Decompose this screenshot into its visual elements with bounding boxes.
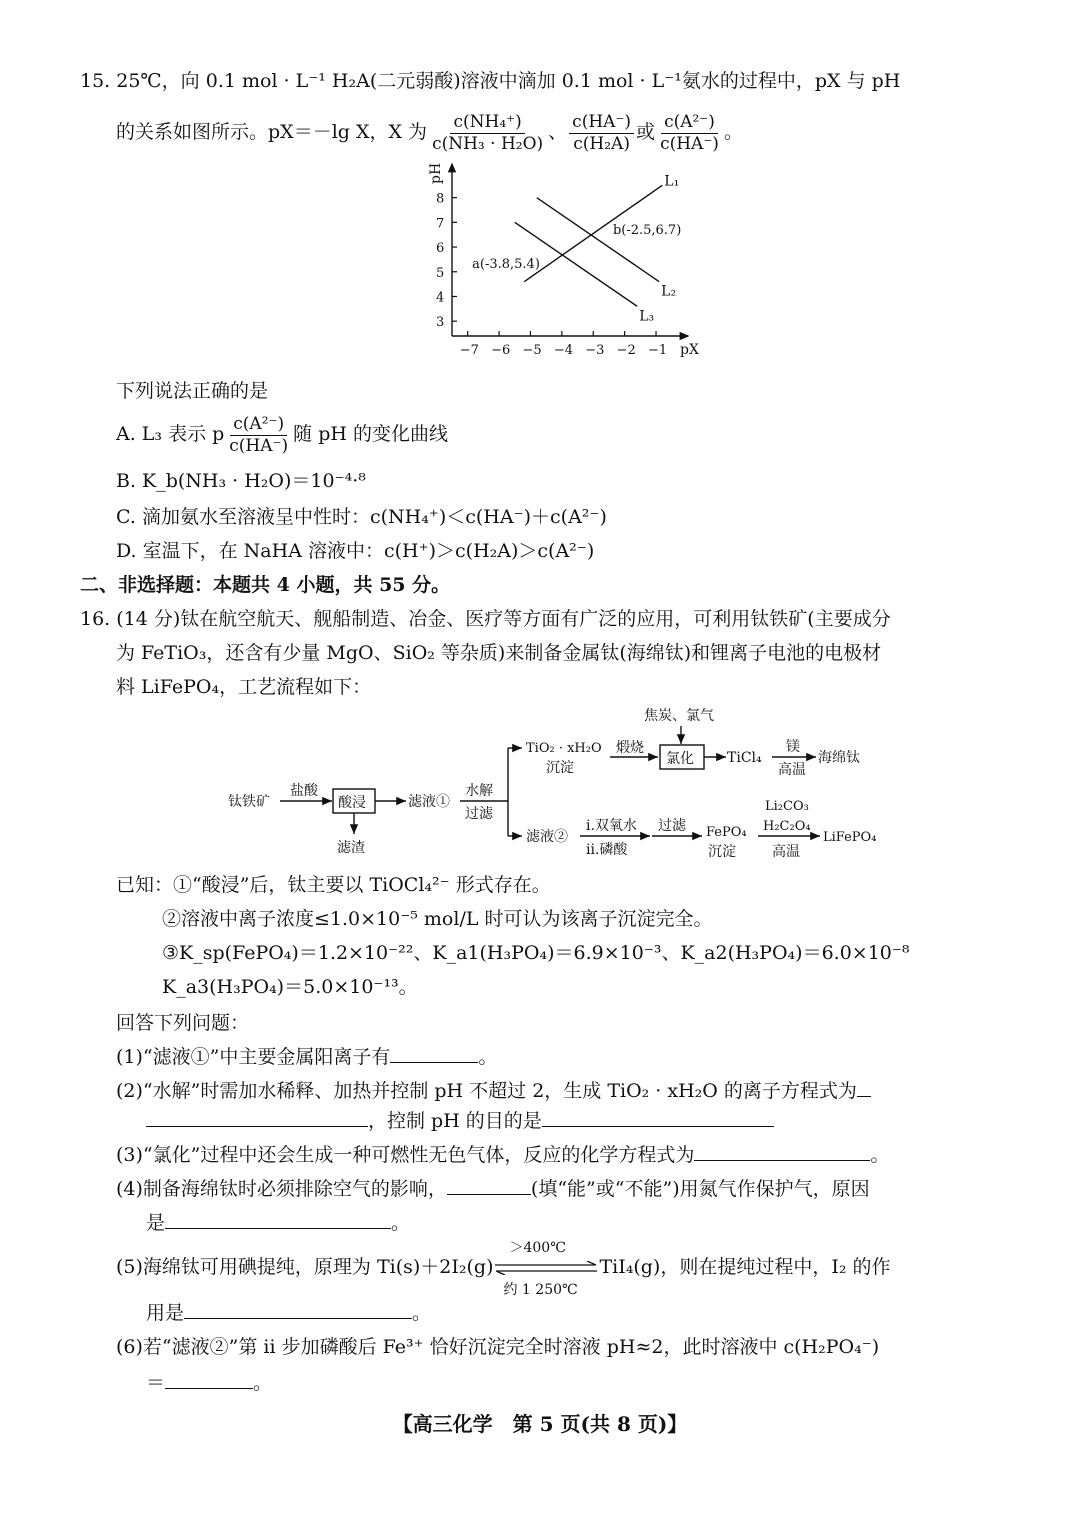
process-flowchart (220, 700, 900, 862)
y-tick-label-1: 4 (436, 290, 445, 306)
fraction-a2 (657, 112, 722, 155)
questions-intro: 回答下列问题： (116, 1012, 250, 1034)
flow-hightemp1: 高温 (778, 762, 806, 778)
answer-blank-2a[interactable] (146, 1106, 368, 1127)
flow-filter1: 过滤 (465, 806, 493, 822)
flow-residue: 滤渣 (337, 840, 365, 856)
series-label-L1: L₁ (664, 173, 680, 190)
q6-end: 。 (253, 1372, 273, 1394)
flow-leach: 酸浸 (338, 795, 366, 811)
flow-precip2: 沉淀 (708, 844, 736, 860)
option-a-num: c(A²⁻) (230, 414, 287, 436)
flow-step2: ii.磷酸 (586, 842, 628, 858)
question-4-line2 (146, 1208, 410, 1236)
flow-h2c2o4: H₂C₂O₄ (763, 819, 811, 834)
question-2-line2 (146, 1106, 774, 1134)
q4-text: (4)制备海绵钛时必须排除空气的影响， (116, 1178, 447, 1200)
q6-eq: ＝ (146, 1372, 166, 1394)
answer-blank-2b[interactable] (542, 1106, 774, 1127)
fraction-nh4 (429, 112, 546, 155)
answer-blank-6[interactable] (165, 1368, 253, 1389)
flow-step1: i.双氧水 (586, 818, 637, 834)
q3-end: 。 (870, 1144, 890, 1166)
q15-line1: 15. 25℃，向 0.1 mol · L⁻¹ H₂A(二元弱酸)溶液中滴加 0.1 mol · L⁻¹氨水的过程中，pX 与 pH (80, 70, 901, 92)
q15-line2 (116, 108, 743, 156)
flow-sponge: 海绵钛 (818, 750, 860, 766)
fraction-nh4-den: c(NH₃ · H₂O) (432, 133, 544, 154)
flow-lifepo4: LiFePO₄ (823, 830, 877, 845)
flow-filter2: 过滤 (658, 818, 686, 834)
known-3: ③K_sp(FePO₄)＝1.2×10⁻²²、K_a1(H₃PO₄)＝6.9×10⁻³、K_a2(H₃PO₄)＝6.0×10⁻⁸ (162, 942, 910, 964)
separator-1: 、 (548, 121, 568, 143)
q4-mid: (填“能”或“不能”)用氮气作保护气，原因 (530, 1178, 870, 1200)
known-2: ②溶液中离子浓度≤1.0×10⁻⁵ mol/L 时可认为该离子沉淀完全。 (162, 908, 713, 930)
question-1 (116, 1042, 497, 1070)
answer-blank-1[interactable] (390, 1042, 478, 1063)
fraction-a2-num: c(A²⁻) (661, 112, 718, 134)
q5-yong: 用是 (146, 1302, 185, 1324)
fraction-ha (569, 112, 634, 155)
y-tick-label-5: 8 (436, 191, 445, 207)
flow-fepo4: FePO₄ (706, 825, 747, 840)
y-tick-label-2: 5 (436, 265, 445, 281)
y-tick-label-0: 3 (436, 315, 445, 331)
separator-2: 或 (636, 121, 656, 143)
flow-precip1: 沉淀 (546, 760, 574, 776)
option-a-prefix: A. L₃ 表示 p (116, 423, 225, 445)
q16-intro2: 为 FeTiO₃，还含有少量 MgO、SiO₂ 等杂质)来制备金属钛(海绵钛)和锂离子电池的电极材 (116, 642, 882, 664)
question-4-line1 (116, 1174, 870, 1202)
flow-tio2: TiO₂ · xH₂O (526, 741, 602, 756)
answer-blank-4a[interactable] (447, 1174, 531, 1195)
flow-mg: 镁 (786, 739, 800, 755)
x-tick-label-3: −4 (553, 343, 574, 358)
q5-condition-bottom: 约 1 250℃ (503, 1282, 578, 1298)
flow-li2co3: Li₂CO₃ (765, 799, 809, 814)
q16-intro1: 16. (14 分)钛在航空航天、舰船制造、冶金、医疗等方面有广泛的应用，可利用钛铁矿(主要成分 (80, 608, 891, 630)
series-line-L2 (537, 198, 659, 282)
q15-option-c: C. 滴加氨水至溶液呈中性时：c(NH₄⁺)＜c(HA⁻)＋c(A²⁻) (116, 506, 607, 528)
q15-stem: 下列说法正确的是 (116, 380, 269, 402)
series-label-L2: L₂ (661, 283, 677, 300)
y-tick-label-3: 6 (436, 241, 445, 257)
y-tick-label-4: 7 (436, 216, 445, 232)
q15-option-a (116, 410, 448, 458)
x-tick-label-6: −1 (648, 343, 668, 358)
option-a-fraction (226, 414, 291, 457)
q16-intro3: 料 LiFePO₄，工艺流程如下： (116, 676, 372, 698)
known-4: K_a3(H₃PO₄)＝5.0×10⁻¹³。 (162, 976, 418, 998)
option-a-den: c(HA⁻) (229, 435, 289, 456)
flow-calcine: 煅烧 (616, 740, 644, 756)
q4-shi: 是 (146, 1212, 166, 1234)
fraction-ha-den: c(H₂A) (573, 133, 630, 154)
flow-filtrate1: 滤液① (408, 794, 450, 810)
x-tick-label-2: −5 (522, 343, 542, 358)
question-3 (116, 1140, 889, 1168)
point-label-a: a(-3.8,5.4) (472, 256, 540, 272)
page-footer: 【高三化学 第 5 页(共 8 页)】 (392, 1412, 688, 1436)
x-axis-label: pX (680, 342, 699, 358)
q5-text: (5)海绵钛可用碘提纯，原理为 Ti(s)＋2I₂(g) (116, 1256, 494, 1278)
flow-hcl: 盐酸 (290, 783, 318, 799)
q1-end: 。 (478, 1046, 498, 1068)
flow-coke-cl: 焦炭、氯气 (644, 708, 714, 724)
q15-option-d: D. 室温下，在 NaHA 溶液中：c(H⁺)＞c(H₂A)＞c(A²⁻) (116, 540, 595, 562)
q5-mid: TiI₄(g)，则在提纯过程中，I₂ 的作 (599, 1256, 891, 1278)
point-label-b: b(-2.5,6.7) (612, 222, 682, 238)
flow-ore: 钛铁矿 (228, 794, 270, 810)
flow-hightemp2: 高温 (772, 844, 800, 860)
flow-chlorination: 氯化 (666, 751, 694, 767)
fraction-a2-den: c(HA⁻) (660, 133, 719, 154)
q1-text: (1)“滤液①”中主要金属阳离子有 (116, 1046, 391, 1068)
q5-end: 。 (412, 1302, 432, 1324)
fraction-ha-num: c(HA⁻) (569, 112, 634, 134)
q2-mid: ，控制 pH 的目的是 (368, 1110, 542, 1132)
fraction-nh4-num: c(NH₄⁺) (450, 112, 524, 134)
question-5-line1 (116, 1240, 891, 1298)
answer-blank-5[interactable] (184, 1298, 412, 1319)
x-tick-label-1: −6 (491, 343, 511, 358)
question-6-line1: (6)若“滤液②”第 ii 步加磷酸后 Fe³⁺ 恰好沉淀完全时溶液 pH≈2，此时溶液中 c(H₂PO₄⁻) (116, 1336, 880, 1358)
q2-text: (2)“水解”时需加水稀释、加热并控制 pH 不超过 2，生成 TiO₂ · xH₂O 的离子方程式为 (116, 1080, 857, 1102)
question-6-line2 (146, 1368, 272, 1396)
answer-blank-2a-start[interactable] (857, 1076, 871, 1097)
equilibrium-arrows-icon (493, 1261, 599, 1275)
question-5-line2 (146, 1298, 431, 1326)
known-1: 已知：①“酸浸”后，钛主要以 TiOCl₄²⁻ 形式存在。 (116, 874, 551, 896)
flow-hydrolysis: 水解 (465, 783, 493, 799)
q5-condition-top: ＞400℃ (509, 1240, 566, 1256)
x-tick-label-4: −3 (585, 343, 605, 358)
section-2-heading: 二、非选择题：本题共 4 小题，共 55 分。 (80, 574, 451, 596)
q15-option-b: B. K_b(NH₃ · H₂O)＝10⁻⁴·⁸ (116, 470, 366, 492)
flow-ticl4: TiCl₄ (727, 750, 762, 766)
reversible-arrow (493, 1240, 599, 1298)
flow-filtrate2: 滤液② (526, 829, 568, 845)
series-label-L3: L₃ (639, 308, 655, 325)
ph-px-chart (420, 160, 710, 372)
q4-end: 。 (391, 1212, 411, 1234)
q15-line2-end: 。 (723, 121, 743, 143)
answer-blank-4b[interactable] (165, 1208, 391, 1229)
option-a-suffix: 随 pH 的变化曲线 (293, 423, 448, 445)
x-tick-label-0: −7 (459, 343, 479, 358)
y-axis-label: pH (428, 162, 444, 184)
q15-line2-prefix: 的关系如图所示。pX＝－lg X，X 为 (116, 121, 428, 143)
x-tick-label-5: −2 (616, 343, 636, 358)
q3-text: (3)“氯化”过程中还会生成一种可燃性无色气体，反应的化学方程式为 (116, 1144, 695, 1166)
answer-blank-3[interactable] (694, 1140, 870, 1161)
question-2-line1 (116, 1076, 871, 1104)
